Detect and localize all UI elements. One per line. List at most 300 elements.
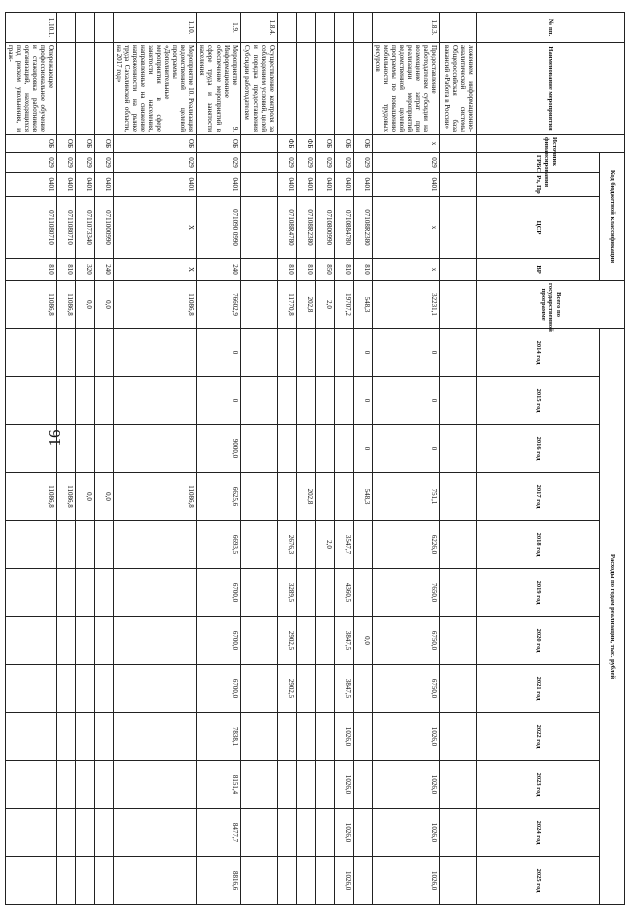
row-year-value xyxy=(315,473,334,521)
row-year-value xyxy=(277,329,296,377)
row-year-value xyxy=(56,665,75,713)
row-year-value xyxy=(113,425,196,473)
row-year-value xyxy=(240,617,277,665)
row-year-value: 3847,5 xyxy=(334,617,353,665)
row-year-value xyxy=(113,665,196,713)
row-year-value: 6700,0 xyxy=(197,569,240,617)
row-number: 1.8.4. xyxy=(240,13,277,43)
row-vr: 810 xyxy=(334,259,353,281)
header-no: № пп. xyxy=(477,13,625,43)
row-year-value xyxy=(94,809,113,857)
row-year-value xyxy=(440,857,477,905)
row-csr: 071090 0990 xyxy=(197,197,240,259)
row-year-value xyxy=(315,713,334,761)
row-year-value xyxy=(5,329,56,377)
row-year-value xyxy=(240,425,277,473)
row-year-value xyxy=(334,377,353,425)
row-year-value xyxy=(315,425,334,473)
row-year-value: 1026,0 xyxy=(372,857,439,905)
row-year-value xyxy=(296,857,315,905)
row-year-value: 6700,0 xyxy=(197,665,240,713)
row-rzpr: 0401 xyxy=(56,173,75,197)
row-name xyxy=(334,43,353,135)
row-year-value xyxy=(315,377,334,425)
row-csr: 0711080710 xyxy=(5,197,56,259)
row-year-value xyxy=(5,665,56,713)
header-year: 2014 год xyxy=(477,329,600,377)
row-total: 2,0 xyxy=(315,281,334,329)
row-year-value: 0,0 xyxy=(75,473,94,521)
row-year-value xyxy=(56,857,75,905)
row-total: 32231,1 xyxy=(372,281,439,329)
row-name xyxy=(353,43,372,135)
row-year-value: 2902,5 xyxy=(277,665,296,713)
row-rzpr: 0401 xyxy=(5,173,56,197)
row-year-value xyxy=(353,809,372,857)
table-row xyxy=(75,13,94,905)
row-rzpr: 0401 xyxy=(113,173,196,197)
row-year-value xyxy=(94,857,113,905)
row-year-value xyxy=(5,617,56,665)
row-year-value xyxy=(315,329,334,377)
row-year-value xyxy=(5,569,56,617)
header-year: 2023 год xyxy=(477,761,600,809)
row-number xyxy=(296,13,315,43)
row-year-value xyxy=(94,569,113,617)
row-year-value xyxy=(315,665,334,713)
row-year-value xyxy=(440,809,477,857)
row-year-value xyxy=(56,521,75,569)
row-year-value xyxy=(353,761,372,809)
table-row xyxy=(296,13,315,905)
header-year: 2015 год xyxy=(477,377,600,425)
row-year-value: 3289,5 xyxy=(277,569,296,617)
row-year-value: 0 xyxy=(353,425,372,473)
row-grbs: 029 xyxy=(372,153,439,173)
row-source: x xyxy=(372,135,439,153)
row-grbs xyxy=(440,153,477,173)
row-year-value xyxy=(440,425,477,473)
header-year: 2019 год xyxy=(477,569,600,617)
header-grbs: ГРБС xyxy=(477,153,600,173)
row-year-value xyxy=(113,761,196,809)
row-year-value xyxy=(75,809,94,857)
row-source xyxy=(440,135,477,153)
row-year-value: 0,0 xyxy=(353,617,372,665)
row-year-value xyxy=(75,377,94,425)
budget-table xyxy=(5,12,625,905)
row-year-value: 11086,8 xyxy=(5,473,56,521)
row-year-value xyxy=(5,713,56,761)
row-number xyxy=(56,13,75,43)
row-name xyxy=(277,43,296,135)
row-csr xyxy=(440,197,477,259)
header-csr: ЦСР xyxy=(477,197,600,259)
header-source: Источник финансирования xyxy=(477,135,625,153)
row-rzpr: 0401 xyxy=(277,173,296,197)
row-year-value xyxy=(353,857,372,905)
row-year-value: 6226,0 xyxy=(372,521,439,569)
rotated-table-wrapper xyxy=(6,12,625,902)
row-grbs: 029 xyxy=(56,153,75,173)
row-year-value xyxy=(75,761,94,809)
row-year-value: 3547,7 xyxy=(334,521,353,569)
row-year-value: 11086,8 xyxy=(56,473,75,521)
row-rzpr: 0401 xyxy=(353,173,372,197)
row-year-value: 1026,0 xyxy=(334,809,353,857)
row-year-value: 6750,0 xyxy=(372,617,439,665)
row-year-value xyxy=(353,665,372,713)
row-year-value xyxy=(277,377,296,425)
row-year-value xyxy=(296,809,315,857)
row-name: Мероприятие 9. Информационное обеспечение мероприятий в сфере труда и занятости населения xyxy=(197,43,240,135)
header-years-group: Расходы по годам реализации, тыс. рублей xyxy=(600,329,625,905)
row-year-value xyxy=(240,761,277,809)
row-rzpr: 0401 xyxy=(75,173,94,197)
row-year-value xyxy=(277,761,296,809)
row-year-value xyxy=(56,809,75,857)
table-row xyxy=(5,13,56,905)
row-total xyxy=(440,281,477,329)
row-year-value xyxy=(440,521,477,569)
row-year-value: 1026,0 xyxy=(334,761,353,809)
row-year-value: 1026,0 xyxy=(334,713,353,761)
row-source: ОБ xyxy=(197,135,240,153)
row-year-value xyxy=(5,761,56,809)
row-vr: 810 xyxy=(353,259,372,281)
row-year-value xyxy=(315,761,334,809)
row-name: Осуществление контроля за соблюдением условий, целей и порядка предоставления Субсидии работодателям xyxy=(240,43,277,135)
row-year-value xyxy=(240,569,277,617)
row-number xyxy=(94,13,113,43)
table-row xyxy=(372,13,439,905)
row-year-value: 6750,0 xyxy=(372,665,439,713)
row-year-value xyxy=(240,713,277,761)
row-year-value xyxy=(75,425,94,473)
row-year-value xyxy=(440,569,477,617)
row-year-value xyxy=(240,665,277,713)
row-year-value xyxy=(334,329,353,377)
header-year: 2022 год xyxy=(477,713,600,761)
row-year-value: 11086,8 xyxy=(113,473,196,521)
row-year-value xyxy=(440,761,477,809)
row-vr: 810 xyxy=(5,259,56,281)
row-total: 11770,8 xyxy=(277,281,296,329)
row-total: 0,0 xyxy=(75,281,94,329)
row-year-value xyxy=(296,617,315,665)
row-year-value: 4360,5 xyxy=(334,569,353,617)
row-grbs: 029 xyxy=(315,153,334,173)
header-codes-group: Код бюджетной классификации xyxy=(600,153,625,281)
row-grbs: 029 xyxy=(75,153,94,173)
row-year-value xyxy=(315,857,334,905)
header-year: 2024 год xyxy=(477,809,600,857)
row-source: ОБ xyxy=(5,135,56,153)
row-year-value xyxy=(440,377,477,425)
row-csr: 0710800990 xyxy=(315,197,334,259)
row-year-value xyxy=(440,617,477,665)
row-year-value: 1026,0 xyxy=(372,713,439,761)
row-rzpr xyxy=(240,173,277,197)
row-year-value: 751,1 xyxy=(372,473,439,521)
row-year-value: 6693,5 xyxy=(197,521,240,569)
row-year-value xyxy=(277,857,296,905)
row-year-value xyxy=(315,569,334,617)
row-vr: 810 xyxy=(277,259,296,281)
row-year-value: 3847,5 xyxy=(334,665,353,713)
row-year-value: 2676,3 xyxy=(277,521,296,569)
row-year-value xyxy=(56,329,75,377)
row-year-value xyxy=(113,377,196,425)
header-vr: ВР xyxy=(477,259,600,281)
row-year-value xyxy=(113,713,196,761)
row-grbs: 029 xyxy=(197,153,240,173)
row-year-value xyxy=(296,425,315,473)
row-year-value xyxy=(440,665,477,713)
row-number: 1.10. xyxy=(113,13,196,43)
row-name xyxy=(315,43,334,135)
row-grbs: 029 xyxy=(94,153,113,173)
row-number xyxy=(315,13,334,43)
row-year-value: 1026,0 xyxy=(372,761,439,809)
header-row-top xyxy=(600,13,625,905)
row-year-value xyxy=(353,521,372,569)
header-year: 2016 год xyxy=(477,425,600,473)
row-year-value xyxy=(296,569,315,617)
row-grbs xyxy=(240,153,277,173)
row-year-value: 1026,0 xyxy=(372,809,439,857)
row-rzpr: 0401 xyxy=(334,173,353,197)
row-year-value xyxy=(94,617,113,665)
row-year-value xyxy=(5,521,56,569)
row-year-value: 7650,0 xyxy=(372,569,439,617)
row-source: ФБ xyxy=(296,135,315,153)
row-year-value xyxy=(240,809,277,857)
row-vr: 240 xyxy=(197,259,240,281)
row-name: Опережающее профессиональное обучение и стажировка работников организаций, находящихся под риском увольнения, и граж- xyxy=(5,43,56,135)
row-year-value: 1026,0 xyxy=(334,857,353,905)
row-grbs: 029 xyxy=(353,153,372,173)
row-year-value xyxy=(56,377,75,425)
row-year-value xyxy=(296,329,315,377)
row-year-value xyxy=(75,857,94,905)
row-year-value xyxy=(113,809,196,857)
row-year-value xyxy=(440,473,477,521)
table-row xyxy=(315,13,334,905)
row-total: 11086,8 xyxy=(56,281,75,329)
row-year-value xyxy=(56,761,75,809)
row-rzpr: 0401 xyxy=(372,173,439,197)
header-year: 2025 год xyxy=(477,857,600,905)
row-total: 548,3 xyxy=(353,281,372,329)
row-year-value xyxy=(440,329,477,377)
row-total: 11086,8 xyxy=(113,281,196,329)
row-source: ОБ xyxy=(315,135,334,153)
row-number xyxy=(440,13,477,43)
row-year-value: 202,8 xyxy=(296,473,315,521)
row-year-value: 7838,1 xyxy=(197,713,240,761)
row-csr: 07108R2380 xyxy=(296,197,315,259)
row-year-value xyxy=(240,329,277,377)
row-year-value xyxy=(75,329,94,377)
row-grbs: 029 xyxy=(296,153,315,173)
table-row xyxy=(440,13,477,905)
row-year-value xyxy=(5,425,56,473)
row-year-value xyxy=(113,521,196,569)
row-source: ОБ xyxy=(75,135,94,153)
row-year-value: 2,0 xyxy=(315,521,334,569)
row-year-value: 8816,6 xyxy=(197,857,240,905)
row-source: ОБ xyxy=(334,135,353,153)
row-number xyxy=(353,13,372,43)
row-year-value xyxy=(56,713,75,761)
row-csr: 07108R4780 xyxy=(277,197,296,259)
row-year-value xyxy=(75,665,94,713)
row-total: 11086,8 xyxy=(5,281,56,329)
row-vr: 810 xyxy=(56,259,75,281)
row-grbs: 029 xyxy=(277,153,296,173)
row-csr xyxy=(240,197,277,259)
row-year-value xyxy=(94,377,113,425)
row-year-value xyxy=(240,473,277,521)
row-total: 202,8 xyxy=(296,281,315,329)
row-number xyxy=(277,13,296,43)
row-name xyxy=(75,43,94,135)
row-grbs: 029 xyxy=(113,153,196,173)
row-year-value xyxy=(75,521,94,569)
row-year-value xyxy=(75,617,94,665)
page-number: 16 xyxy=(45,429,64,447)
row-year-value: 6700,0 xyxy=(197,617,240,665)
row-year-value xyxy=(277,473,296,521)
table-row xyxy=(353,13,372,905)
header-year: 2020 год xyxy=(477,617,600,665)
row-rzpr: 0401 xyxy=(296,173,315,197)
row-csr: X xyxy=(113,197,196,259)
row-year-value xyxy=(315,809,334,857)
row-vr xyxy=(440,259,477,281)
row-vr: 240 xyxy=(94,259,113,281)
row-year-value: 0 xyxy=(197,329,240,377)
row-year-value xyxy=(75,713,94,761)
row-name: Мероприятие 10. Реализация ведомственной целевой программы «Дополнительные мероприятия в сфере занятости населения, направленные на снижение напряженности на рынке труда Сахалинской области, на 2017 год» xyxy=(113,43,196,135)
row-total xyxy=(240,281,277,329)
row-year-value xyxy=(94,329,113,377)
row-grbs: 029 xyxy=(334,153,353,173)
row-source: ФБ xyxy=(277,135,296,153)
row-year-value xyxy=(5,377,56,425)
row-year-value xyxy=(5,857,56,905)
row-csr: x xyxy=(372,197,439,259)
row-year-value: 0 xyxy=(372,329,439,377)
row-year-value xyxy=(113,617,196,665)
row-name xyxy=(56,43,75,135)
row-year-value: 0 xyxy=(372,377,439,425)
row-year-value xyxy=(94,761,113,809)
row-year-value xyxy=(94,713,113,761)
row-year-value: 8151,4 xyxy=(197,761,240,809)
table-row xyxy=(56,13,75,905)
row-source: ОБ xyxy=(56,135,75,153)
row-csr: 0711000990 xyxy=(94,197,113,259)
row-vr: 850 xyxy=(315,259,334,281)
row-year-value xyxy=(94,425,113,473)
table-row xyxy=(277,13,296,905)
table-row xyxy=(94,13,113,905)
row-year-value xyxy=(296,761,315,809)
row-year-value: 9000,0 xyxy=(197,425,240,473)
row-name xyxy=(94,43,113,135)
row-grbs: 029 xyxy=(5,153,56,173)
row-csr: 07108R2380 xyxy=(353,197,372,259)
row-year-value xyxy=(56,425,75,473)
row-name: Предоставление работодателям субсидии на возмещение затрат при реализации мероприятий ведомственной целевой программы по повышению мобильности трудовых ресурсов xyxy=(372,43,439,135)
table-row xyxy=(113,13,196,905)
row-year-value: 0 xyxy=(372,425,439,473)
row-year-value xyxy=(353,569,372,617)
row-source xyxy=(240,135,277,153)
row-year-value xyxy=(277,713,296,761)
row-total: 0,0 xyxy=(94,281,113,329)
table-row xyxy=(334,13,353,905)
row-year-value: 6625,6 xyxy=(197,473,240,521)
row-year-value xyxy=(296,521,315,569)
row-year-value xyxy=(315,617,334,665)
row-year-value xyxy=(56,617,75,665)
row-source: ОБ xyxy=(94,135,113,153)
row-name: ложением информационно-аналитической системы Общероссийская база вакансий «Работа в России» xyxy=(440,43,477,135)
row-number: 1.9. xyxy=(197,13,240,43)
row-year-value xyxy=(240,377,277,425)
header-year: 2017 год xyxy=(477,473,600,521)
row-year-value xyxy=(240,857,277,905)
row-number xyxy=(75,13,94,43)
row-year-value xyxy=(296,713,315,761)
row-year-value xyxy=(277,425,296,473)
row-source: ОБ xyxy=(353,135,372,153)
row-number: 1.8.3. xyxy=(372,13,439,43)
row-year-value: 0 xyxy=(197,377,240,425)
row-year-value xyxy=(240,521,277,569)
row-year-value xyxy=(296,377,315,425)
row-vr xyxy=(240,259,277,281)
row-rzpr: 0401 xyxy=(315,173,334,197)
row-year-value xyxy=(94,665,113,713)
row-year-value: 548,3 xyxy=(353,473,372,521)
row-csr: 0710884780 xyxy=(334,197,353,259)
row-year-value xyxy=(113,857,196,905)
header-total: Всего по государственной программе xyxy=(477,281,625,329)
row-vr: 810 xyxy=(296,259,315,281)
row-year-value xyxy=(56,569,75,617)
row-year-value: 0 xyxy=(353,329,372,377)
row-csr: 0711080710 xyxy=(56,197,75,259)
row-csr: 0711073340 xyxy=(75,197,94,259)
table-row xyxy=(240,13,277,905)
row-year-value xyxy=(296,665,315,713)
row-year-value: 8477,7 xyxy=(197,809,240,857)
row-year-value xyxy=(277,809,296,857)
row-total: 76602,9 xyxy=(197,281,240,329)
row-vr: x xyxy=(372,259,439,281)
row-year-value: 0,0 xyxy=(94,473,113,521)
table-body xyxy=(5,13,476,905)
header-year: 2021 год xyxy=(477,665,600,713)
row-number xyxy=(334,13,353,43)
header-rzpr: Рз, Пр xyxy=(477,173,600,197)
table-row xyxy=(197,13,240,905)
row-year-value xyxy=(353,713,372,761)
